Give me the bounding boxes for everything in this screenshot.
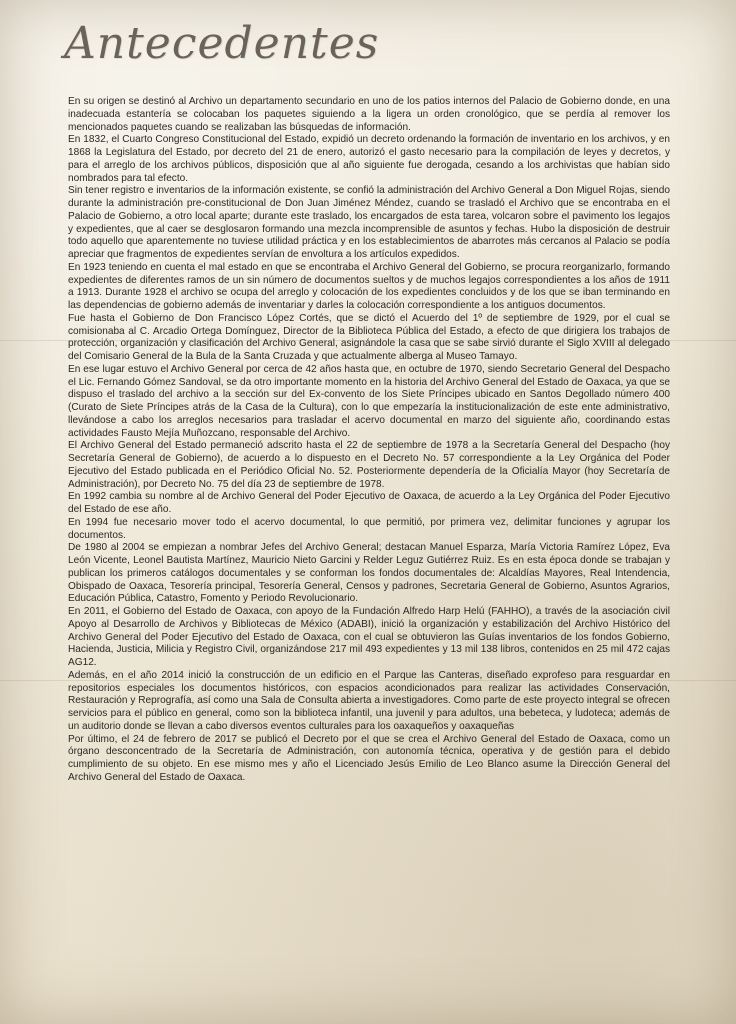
paragraph: En 1923 teniendo en cuenta el mal estado en que se encontraba el Archivo General del Gobierno, se procura reorganizarlo, formando expedientes de diferentes ramos de un sin número de documentos sueltos y de muchos legajos correspondientes a los años de 1911 a 1913. Durante 1928 el archivo se ocupa del arreglo y colocación de los expedientes concluidos y de los que se iban terminando en las dependencias de gobierno además de inventariar y darles la colocación correspondiente a los antiguos documentos. xyxy=(68,261,670,311)
page-title: Antecedentes xyxy=(64,18,380,69)
paragraph: En su origen se destinó al Archivo un departamento secundario en uno de los patios internos del Palacio de Gobierno donde, en una inadecuada estantería se colocaban los paquetes siguiendo a la ligera un orden cronológico, que se perdía al remover los mencionados paquetes cuando se realizaban las búsquedas de información. xyxy=(68,96,670,133)
paragraph: En 2011, el Gobierno del Estado de Oaxaca, con apoyo de la Fundación Alfredo Harp Helú (FAHHO), a través de la asociación civil Apoyo al Desarrollo de Archivos y Bibliotecas de México (ADABI), inició la organización y estabilización del Archivo Histórico del Archivo General del Poder Ejecutivo del Estado de Oaxaca, con el cual se obtuvieron las Guías inventarios de los fondos Gobierno, Hacienda, Justicia, Milicia y Registro Civil, organizándose 217 mil 493 expedientes y 13 mil 138 libros, contenidos en 25 mil 472 cajas AG12. xyxy=(68,606,670,668)
body-text xyxy=(68,96,670,785)
paragraph: Además, en el año 2014 inició la construcción de un edificio en el Parque las Canteras, diseñado exprofeso para resguardar en repositorios especiales los documentos históricos, con espacios acondicionados para realizar las actividades Conservación, Restauración y Reprografía, así como una Sala de Consulta abierta a investigadores. Como parte de este proyecto integral se ofrecen servicios para el público en general, como son la biblioteca infantil, una juvenil y para adultos, una bebeteca, y ludoteca; además de un auditorio donde se llevan a cabo diversos eventos culturales para los oaxaqueños y oaxaqueñas xyxy=(68,669,670,732)
paragraph: Por último, el 24 de febrero de 2017 se publicó el Decreto por el que se crea el Archivo General del Estado de Oaxaca, como un órgano desconcentrado de la Secretaría de Administración, con autonomía técnica, operativa y de gestión para el debido cumplimiento de su objeto. En ese mismo mes y año el Licenciado Jesús Emilio de Leo Blanco asume la Dirección General del Archivo General del Estado de Oaxaca. xyxy=(68,733,670,783)
paragraph: En 1992 cambia su nombre al de Archivo General del Poder Ejecutivo de Oaxaca, de acuerdo a la Ley Orgánica del Poder Ejecutivo del Estado de ese año. xyxy=(68,491,670,515)
paragraph: En ese lugar estuvo el Archivo General por cerca de 42 años hasta que, en octubre de 1970, siendo Secretario General del Despacho el Lic. Fernando Gómez Sandoval, se da otro importante momento en la historia del Archivo General del Estado de Oaxaca, ya que se dispuso el traslado del archivo a la sección sur del Ex-convento de los Siete Príncipes ubicado en Santos Degollado número 400 (Curato de Siete Príncipes atrás de la Casa de la Cultura), con lo que empezaría la institucionalización de este ente administrativo, llevándose a cabo los arreglos necesarios para trasladar el acervo documental en marzo del siguiente año, coordinando estas actividades Fausto Mejía Muñozcano, responsable del Archivo. xyxy=(68,363,670,439)
paragraph: El Archivo General del Estado permaneció adscrito hasta el 22 de septiembre de 1978 a la Secretaría General del Despacho (hoy Secretaría General de Gobierno), de acuerdo a lo dispuesto en el Decreto No. 57 correspondiente a la Ley Orgánica del Poder Ejecutivo del Estado publicada en el Periódico Oficial No. 52. Posteriormente dependería de la Oficialía Mayor (hoy Secretaría de Administración), por Decreto No. 75 del día 23 de septiembre de 1978. xyxy=(68,440,670,490)
paragraph: En 1832, el Cuarto Congreso Constitucional del Estado, expidió un decreto ordenando la formación de inventario en los archivos, y en 1868 la Legislatura del Estado, por decreto del 21 de enero, autorizó el gasto necesario para la compilación de leyes y decretos, y para el arreglo de los archivos públicos, disposición que al año siguiente fue derogada, cesando a los archivistas que habían sido nombrados para tal efecto. xyxy=(68,134,670,184)
paragraph: De 1980 al 2004 se empiezan a nombrar Jefes del Archivo General; destacan Manuel Esparza, María Victoria Ramírez López, Eva León Vicente, Leonel Bautista Martínez, Mauricio Nieto Garcini y Relder Leguz Gutiérrez Ruiz. Es en esta época donde se trabajan y publican los primeros catálogos documentales y se conforman los fondos documentales de: Alcaldías Mayores, Real Intendencia, Obispado de Oaxaca, Tesorería principal, Tesorería General, Censos y padrones, Secretaria General de Gobierno, Asuntos Agrarios, Educación Pública, Catastro, Fomento y Periodo Revolucionario. xyxy=(68,542,670,605)
paragraph: En 1994 fue necesario mover todo el acervo documental, lo que permitió, por primera vez, delimitar funciones y agrupar los documentos. xyxy=(68,516,670,541)
paragraph: Sin tener registro e inventarios de la información existente, se confió la administración del Archivo General a Don Miguel Rojas, siendo durante la administración pre-constitucional de Don Juan Jiménez Méndez, cuando se trasladó el Archivo que se encontraba en el Palacio de Gobierno, a otro local aparte; durante este traslado, los encargados de esta tarea, volcaron sobre el pavimento los legajos y expedientes, que al caer se desglosaron formando una mezcla incomprensible de asuntos y fechas. Hubo la disposición de destruir todo aquello que aparentemente no tuviese utilidad práctica y en los establecimientos de abarrotes más cercanos al Palacio se podía apreciar que fragmentos de expedientes servían de envoltura a los artículos expedidos. xyxy=(68,185,670,260)
paragraph: Fue hasta el Gobierno de Don Francisco López Cortés, que se dictó el Acuerdo del 1º de septiembre de 1929, por el cual se comisionaba al C. Arcadio Ortega Domínguez, Director de la Biblioteca Pública del Estado, a efecto de que dirigiera los trabajos de protección, organización y clasificación del Archivo General, asignándole la casa que se sabe sirvió durante el Siglo XVIII al delegado del Comisario General de la Bula de la Santa Cruzada y que actualmente alberga al Museo Tamayo. xyxy=(68,312,670,362)
